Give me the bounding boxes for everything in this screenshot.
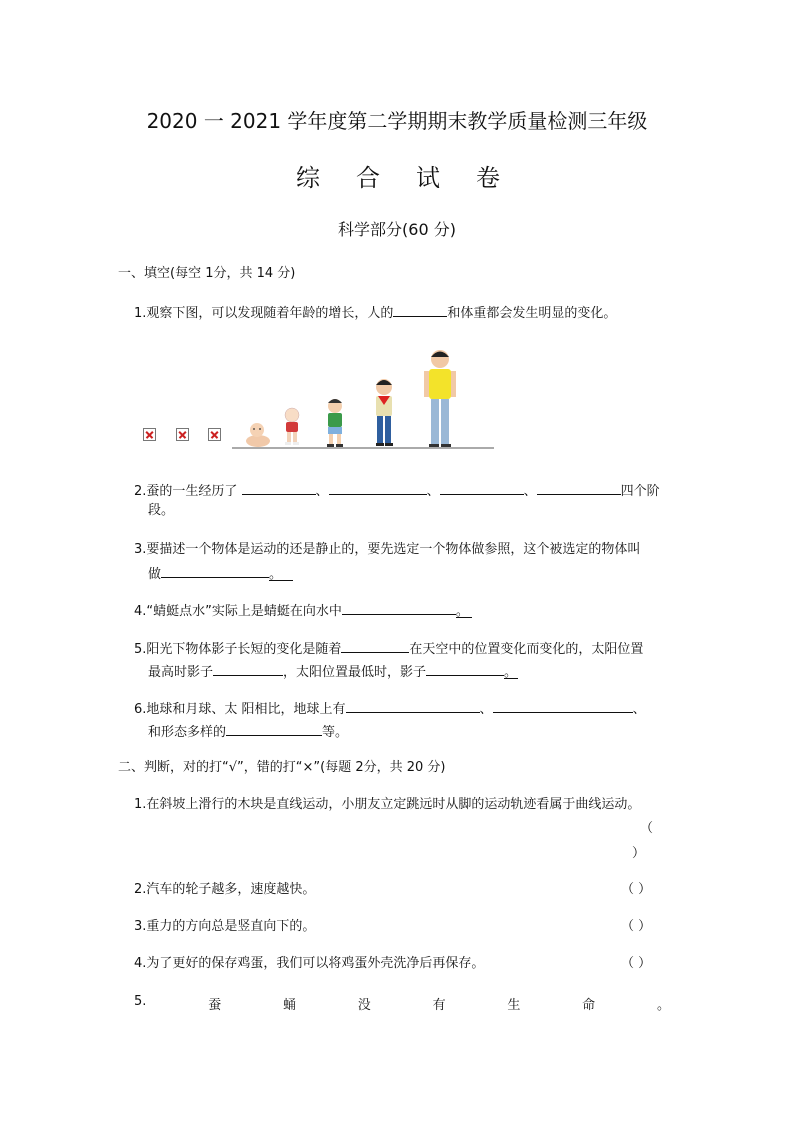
paper-title [296, 158, 502, 193]
child-figure [327, 399, 343, 447]
q-text: 1.观察下图，可以发现随着年龄的增长，人的 [134, 306, 394, 321]
broken-image-icon [143, 428, 156, 441]
q-text: 和形态多样的 [148, 725, 227, 740]
q-char: 有 [432, 998, 446, 1013]
question-1-5-cont [148, 661, 518, 682]
answer-blank[interactable] [493, 698, 633, 713]
answer-blank[interactable] [242, 480, 316, 495]
question-1-3-cont [148, 563, 293, 584]
q-text: 做 [148, 567, 162, 582]
q-text: 。 [269, 566, 293, 581]
answer-blank[interactable] [342, 600, 456, 615]
broken-image-icon [176, 428, 189, 441]
paper-title-char: 合 [356, 164, 382, 192]
paper-title-char: 综 [296, 164, 322, 192]
baby-figure [246, 423, 270, 447]
question-2-1: 1.在斜坡上滑行的木块是直线运动，小朋友立定跳远时从脚的运动轨迹看属于曲线运动。 [134, 797, 641, 812]
q-text: 四个阶 [620, 484, 660, 499]
question-1-4 [134, 600, 472, 621]
question-1-2 [134, 480, 660, 501]
answer-blank[interactable] [161, 563, 269, 578]
q-char: 蚕 [208, 998, 222, 1013]
q-text: 、 [479, 702, 493, 717]
section1-heading: 一、填空(每空 1分，共 14 分) [118, 266, 296, 281]
q-text: 。 [504, 665, 518, 680]
answer-paren[interactable]: （ ） [621, 956, 652, 971]
q-text: 6.地球和月球、太 阳相比，地球上有 [134, 702, 346, 717]
adult-figure [424, 350, 456, 447]
q-text: 、 [315, 484, 329, 499]
q-char: 没 [357, 998, 371, 1013]
q-text: ，太阳位置最低时，影子 [283, 665, 427, 680]
question-1-6 [134, 698, 646, 719]
q-char: 蛹 [282, 998, 296, 1013]
q-text: 最高时影子 [148, 665, 214, 680]
question-1-2-cont: 段。 [148, 503, 175, 518]
answer-blank[interactable] [393, 302, 447, 317]
answer-blank[interactable] [226, 721, 322, 736]
q-char: 5. [134, 994, 147, 1009]
paper-title-char: 卷 [476, 164, 502, 192]
q-text: 4.“蜻蜓点水”实际上是蜻蜓在向水中 [134, 604, 342, 619]
question-2-5 [134, 994, 670, 1013]
question-1-1 [134, 302, 616, 323]
answer-blank[interactable] [213, 661, 283, 676]
q-char: 命 [582, 998, 596, 1013]
q-char: 生 [507, 998, 521, 1013]
question-1-3: 3.要描述一个物体是运动的还是静止的，要先选定一个物体做参照，这个被选定的物体叫 [134, 542, 641, 557]
q-text: 在天空中的位置变化而变化的，太阳位置 [409, 642, 644, 657]
q-char: 。 [656, 998, 670, 1013]
broken-image-icon [208, 428, 221, 441]
section-subtitle: 科学部分(60 分) [338, 220, 456, 239]
q-text: 。 [456, 603, 472, 618]
question-2-4: 4.为了更好的保存鸡蛋，我们可以将鸡蛋外壳洗净后再保存。 [134, 956, 485, 971]
answer-paren[interactable]: （ ） [621, 919, 652, 934]
q-text: 和体重都会发生明显的变化。 [447, 306, 617, 321]
question-2-3: 3.重力的方向总是竖直向下的。 [134, 919, 316, 934]
question-1-5 [134, 638, 643, 659]
answer-blank[interactable] [346, 698, 480, 713]
paper-title-char: 试 [416, 164, 442, 192]
q-text: 、 [632, 702, 646, 717]
answer-paren-open[interactable]: （ [640, 821, 654, 836]
q-text: 等。 [322, 725, 349, 740]
answer-blank[interactable] [440, 480, 524, 495]
q-text: 、 [426, 484, 440, 499]
q-text: 、 [523, 484, 537, 499]
schoolchild-figure [376, 379, 393, 446]
question-1-6-cont [148, 721, 348, 742]
section2-heading: 二、判断，对的打“√”，错的打“×”(每题 2分，共 20 分) [118, 760, 446, 775]
answer-blank[interactable] [537, 480, 621, 495]
answer-blank[interactable] [329, 480, 427, 495]
answer-blank[interactable] [426, 661, 504, 676]
q-text: 2.蚕的一生经历了 [134, 484, 238, 499]
answer-paren-close[interactable]: ） [632, 846, 646, 861]
toddler-figure [285, 408, 299, 445]
q-text: 5.阳光下物体影子长短的变化是随着 [134, 642, 342, 657]
exam-title: 2020 一 2021 学年度第二学期期末教学质量检测三年级 [146, 109, 648, 133]
question-2-2: 2.汽车的轮子越多，速度越快。 [134, 882, 316, 897]
answer-blank[interactable] [341, 638, 409, 653]
answer-paren[interactable]: （ ） [621, 882, 652, 897]
growth-figure [232, 345, 494, 451]
